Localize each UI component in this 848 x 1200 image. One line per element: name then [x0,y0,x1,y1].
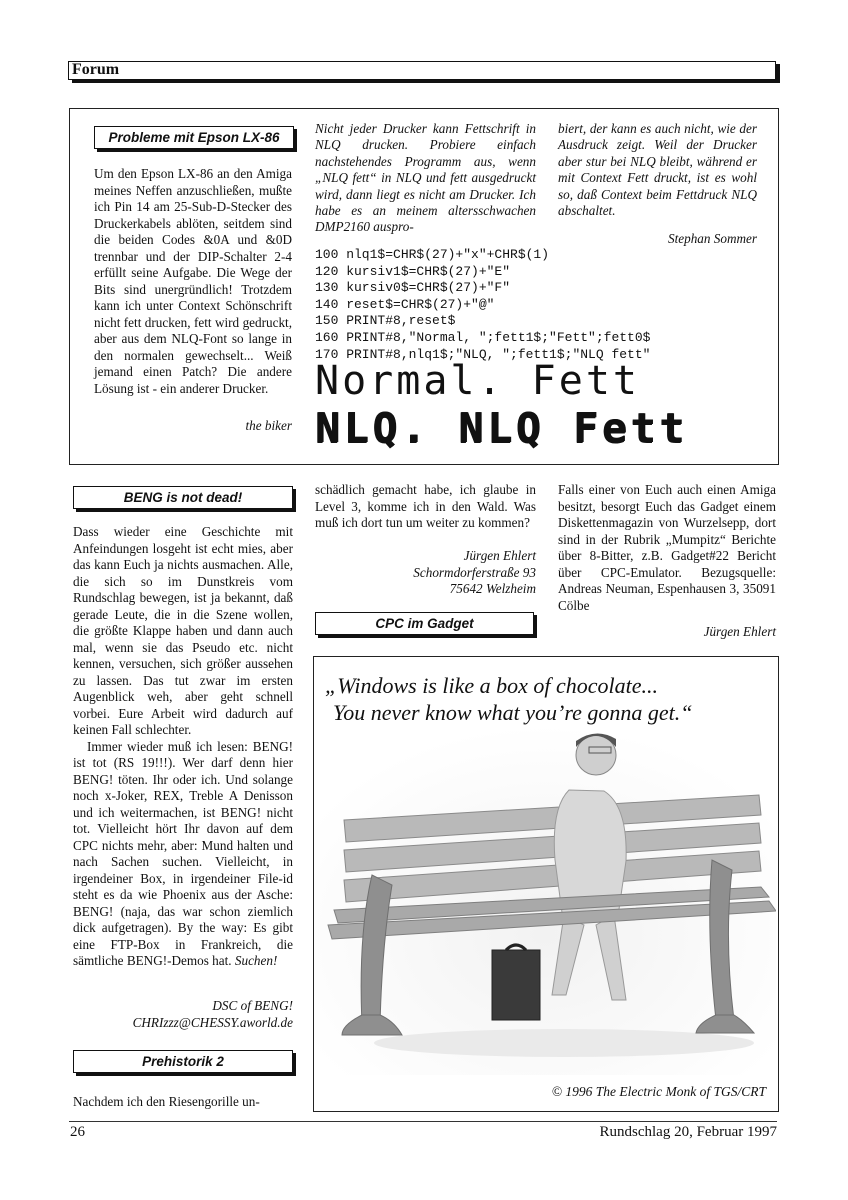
cartoon-bench-illustration [314,725,776,1075]
code-line: 100 nlq1$=CHR$(27)+"x"+CHR$(1) [315,247,550,262]
code-line: 160 PRINT#8,"Normal, ";fett1$;"Fett";fett0$ [315,329,651,345]
signature-line: Jürgen Ehlert [463,548,536,563]
epson-heading: Probleme mit Epson LX-86 [94,126,294,149]
beng-paragraph-1: Dass wieder eine Geschichte mit Anfeindungen losgeht ist echt mies, aber das kann Euch ja nichts ausmachen. Alle, die sich so im Dunstkreis vom Rundschlag bewegen, ist ja bekannt, daß gerade Leute, die in die Szene wollen, die größte Klappe haben und dann auch mal, wenn sie das Pseudo etc. nicht kennen, versuchen, sich größer aussehen zu lassen. Das tut zwar im ersten Augenblick weh, aber geht schnell vorbei. Eure Arbeit wird dadurch auf keinen Fall schlechter. [73,524,293,737]
beng-signature-email: CHRIzzz@CHESSY.aworld.de [132,1014,293,1030]
printout-nlq-fett: NLQ. NLQ Fett [315,404,688,452]
prehistorik-continued: schädlich gemacht habe, ich glaube in Level 3, komme ich in den Wald. Was muß ich dort tun um weiter zu kommen? [315,482,536,530]
code-line: 130 kursiv0$=CHR$(27)+"F" [315,280,511,296]
beng-signature [73,998,293,1031]
prehistorik-heading: Prehistorik 2 [73,1050,293,1073]
basic-code-listing [315,247,650,363]
printout-normal-fett: Normal. Fett [315,358,640,404]
beng-body [73,524,293,970]
epson-signature-biker: the biker [245,418,292,433]
footer-page-number: 26 [70,1124,85,1140]
signature-line: Schormdorferstraße 93 [413,564,536,580]
signature-line: 75642 Welzheim [449,581,536,596]
cpc-signature: Jürgen Ehlert [703,624,776,639]
briefcase-shape [492,945,540,1020]
epson-column-1: Um den Epson LX-86 an den Amiga meines Neffen anzuschließen, mußte ich Pin 14 am 25-Sub-D-Stecker des Druckerkabels ablöten, seitdem sind die beiden Codes &0A und &0D trennbar und der DIP-Schalter 2-4 erfüllt seine Aufgabe. Die Wege der Bits sind unergründlich! Trotzdem kann ich unter Context Schönschrift nicht fett drucken, fett wird gedruckt, aber aus dem NLQ-Font so lange in den normalen gewechselt... Weiß jemand einen Patch? Die andere Lösung ist - ein anderer Drucker. [94,166,292,396]
epson-column-2: Nicht jeder Drucker kann Fettschrift in NLQ drucken. Probiere einfach nachstehendes Programm aus, wenn „NLQ fett“ in NLQ und fett ausgedruckt wird, dann liegt es nicht am Drucker. Ich habe es an meinem altersschwachen DMP2160 auspro- [315,121,536,235]
cartoon-credit: © 1996 The Electric Monk of TGS/CRT [551,1084,766,1099]
code-line: 140 reset$=CHR$(27)+"@" [315,296,495,312]
prehistorik-start: Nachdem ich den Riesengorille un- [73,1094,260,1109]
footer-rule [69,1121,777,1122]
beng-paragraph-2-text: Immer wieder muß ich lesen: BENG! ist tot (RS 19!!!). Wer darf denn hier BENG! töten. Ihr oder ich. Und solange noch x-Joker, REX, Treble A Denisson und ich weitermachen, ist BENG! nicht tot. Vielleicht hört Ihr davon auf dem CPC nichts mehr, aber: Mund halten und nach Sachen suchen. Vielleicht, in irgendeiner Box, in irgendeiner File-id steht es da wie Phoenix aus der Asche: BENG! (naja, das war schon ziemlich dick aufgetragen). By the way: Es gibt eine FTP-Box in Frankreich, die sämtliche BENG!-Demos hat. [73,738,293,968]
code-line: 120 kursiv1$=CHR$(27)+"E" [315,263,511,279]
cartoon-quote [325,672,693,726]
code-line: 170 PRINT#8,nlq1$;"NLQ, ";fett1$;"NLQ fett" [315,346,651,362]
section-header-bar [68,61,776,80]
prehistorik-signature [315,548,536,598]
footer-issue: Rundschlag 20, Februar 1997 [599,1124,777,1140]
beng-signature-name: DSC of BENG! [212,998,293,1013]
code-line: 150 PRINT#8,reset$ [315,313,456,329]
beng-paragraph-2 [73,739,293,970]
section-title: Forum [72,61,120,78]
cpc-body: Falls einer von Euch auch einen Amiga besitzt, besorgt Euch das Gadget einem Diskettenmagazin von Wurzelsepp, dort sind in der Rubrik „Mumpitz“ Berichte über 8-Bitter, z.B. Gadget#22 Bericht über CPC-Emulator. Bezugsquelle: Andreas Neuman, Espenhausen 3, 35091 Cölbe [558,482,776,613]
beng-suchen: Suchen! [234,953,278,968]
cpc-heading: CPC im Gadget [315,612,534,635]
cartoon-quote-line-2: You never know what you’re gonna get.“ [333,700,693,725]
cartoon-quote-line-1: „Windows is like a box of chocolate... [325,673,659,698]
beng-heading: BENG is not dead! [73,486,293,509]
epson-signature-sommer: Stephan Sommer [667,231,757,246]
epson-column-3: biert, der kann es auch nicht, wie der Ausdruck zeigt. Weil der Drucker aber stur bei NLQ bleibt, während er mit Context Fett druckt, ist es wohl so, daß Context beim Fettdruck NLQ abschaltet. [558,121,757,219]
